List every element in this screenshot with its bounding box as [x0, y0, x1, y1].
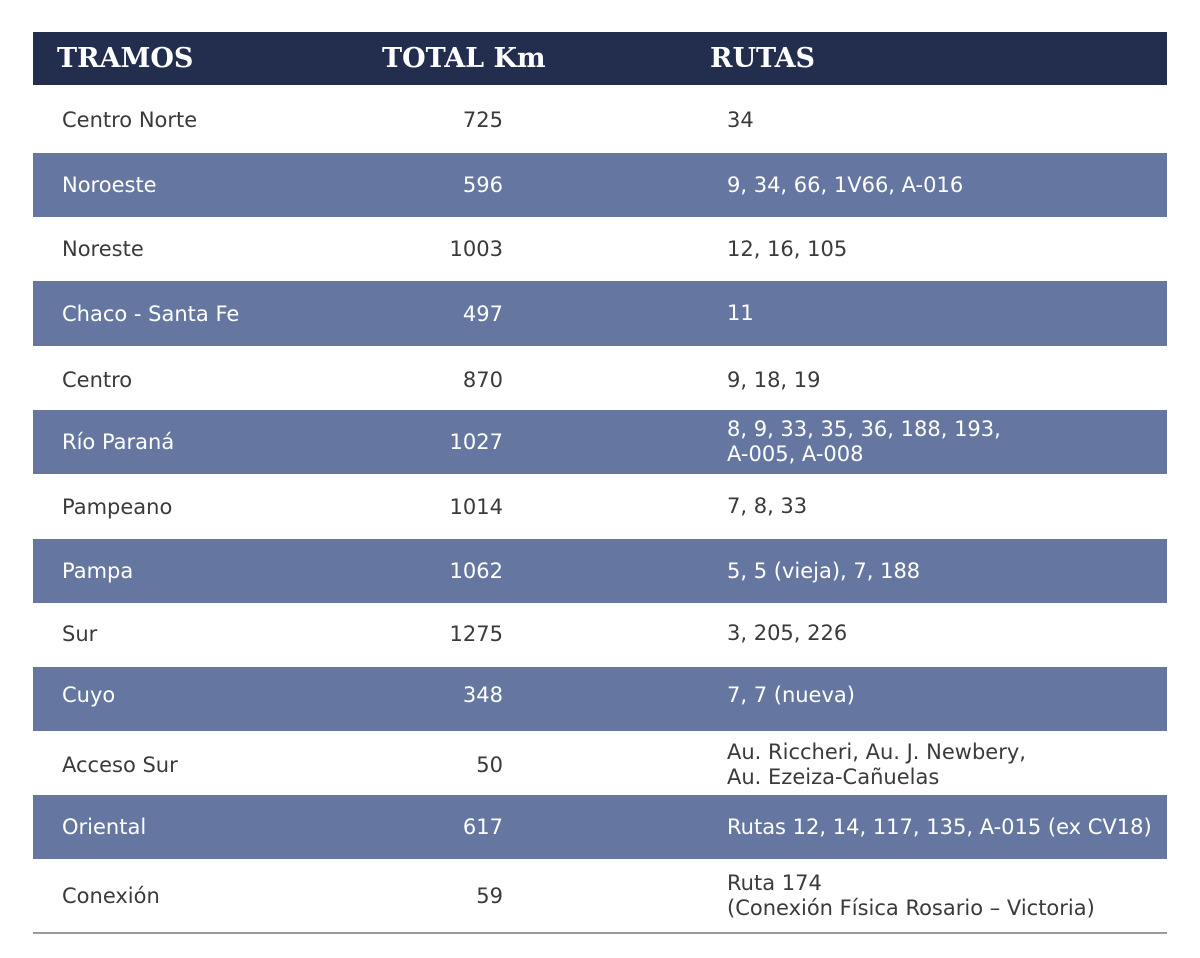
tramo-cell: Sur: [62, 621, 98, 646]
table-header: [33, 32, 1167, 85]
rutas-cell: [727, 600, 1157, 667]
routes-table: [33, 32, 1167, 934]
tramo-cell: Pampa: [62, 559, 134, 583]
tramo-cell: Noroeste: [62, 173, 157, 197]
rutas-cell: [727, 795, 1157, 859]
tramo-cell: Noreste: [62, 237, 144, 261]
total-km-cell: 1027: [449, 430, 503, 454]
rutas-line: 5, 5 (vieja), 7, 188: [727, 558, 921, 583]
rutas-line: A-005, A-008: [727, 442, 864, 466]
tramo-cell: Centro Norte: [62, 108, 198, 132]
rutas-line: Rutas 12, 14, 117, 135, A-015 (ex CV18): [727, 814, 1152, 839]
rutas-cell: [727, 474, 1157, 539]
total-km-cell: 59: [476, 883, 503, 908]
rutas-cell: [727, 87, 1157, 153]
total-km-cell: 1003: [449, 237, 503, 261]
rutas-cell: [727, 859, 1157, 932]
table-row: [33, 667, 1167, 731]
tramo-cell: Pampeano: [62, 494, 173, 519]
table-row: [33, 539, 1167, 603]
rutas-line: 11: [727, 301, 754, 325]
rutas-cell: [727, 217, 1157, 281]
tramo-cell: Conexión: [62, 883, 160, 908]
table-row: [33, 281, 1167, 346]
rutas-line: 9, 18, 19: [727, 367, 821, 392]
tramo-cell: Río Paraná: [62, 430, 175, 454]
tramo-cell: Centro: [62, 368, 133, 392]
total-km-cell: 617: [462, 815, 503, 839]
rutas-line: 9, 34, 66, 1V66, A-016: [727, 172, 964, 197]
rutas-line: 7, 7 (nueva): [727, 682, 855, 707]
table-row: [33, 603, 1167, 667]
tramo-cell: Oriental: [62, 815, 147, 839]
rutas-cell: [727, 153, 1157, 217]
table-row: [33, 346, 1167, 410]
tramo-cell: Chaco - Santa Fe: [62, 301, 240, 326]
table-row: [33, 859, 1167, 932]
total-km-cell: 1062: [449, 559, 503, 583]
rutas-cell: [727, 410, 1157, 474]
rutas-line: Au. Ezeiza-Cañuelas: [727, 765, 940, 789]
rutas-line: 8, 9, 33, 35, 36, 188, 193,: [727, 417, 1001, 441]
total-km-cell: 50: [476, 753, 503, 777]
total-km-cell: 348: [462, 683, 503, 707]
table-row: [33, 217, 1167, 281]
rutas-line: 12, 16, 105: [727, 236, 848, 261]
tramo-cell: Cuyo: [62, 683, 116, 707]
rutas-cell: [727, 281, 1157, 346]
table-row: [33, 153, 1167, 217]
tramo-cell: Acceso Sur: [62, 753, 178, 777]
table-row: [33, 474, 1167, 539]
total-km-cell: 1275: [449, 621, 503, 646]
total-km-cell: 870: [462, 368, 503, 392]
rutas-line: 3, 205, 226: [727, 621, 848, 645]
rutas-line: 34: [727, 107, 754, 132]
header-tramos: TRAMOS: [57, 43, 194, 74]
bottom-rule: [33, 932, 1167, 934]
rutas-cell: [727, 659, 1157, 731]
total-km-cell: 497: [462, 301, 503, 326]
table-row: [33, 731, 1167, 795]
rutas-cell: [727, 735, 1157, 795]
table-row: [33, 410, 1167, 474]
rutas-cell: [727, 350, 1157, 410]
rutas-line: 7, 8, 33: [727, 494, 808, 518]
table-body: [33, 85, 1167, 932]
table-row: [33, 85, 1167, 153]
total-km-cell: 1014: [449, 494, 503, 519]
header-rutas: RUTAS: [710, 43, 816, 74]
total-km-cell: 596: [462, 173, 503, 197]
rutas-line: Au. Riccheri, Au. J. Newbery,: [727, 740, 1026, 764]
rutas-line: (Conexión Física Rosario – Victoria): [727, 895, 1095, 920]
rutas-cell: [727, 539, 1157, 603]
table-row: [33, 795, 1167, 859]
total-km-cell: 725: [462, 108, 503, 132]
header-total-km: TOTAL Km: [382, 43, 546, 74]
rutas-line: Ruta 174: [727, 870, 822, 895]
